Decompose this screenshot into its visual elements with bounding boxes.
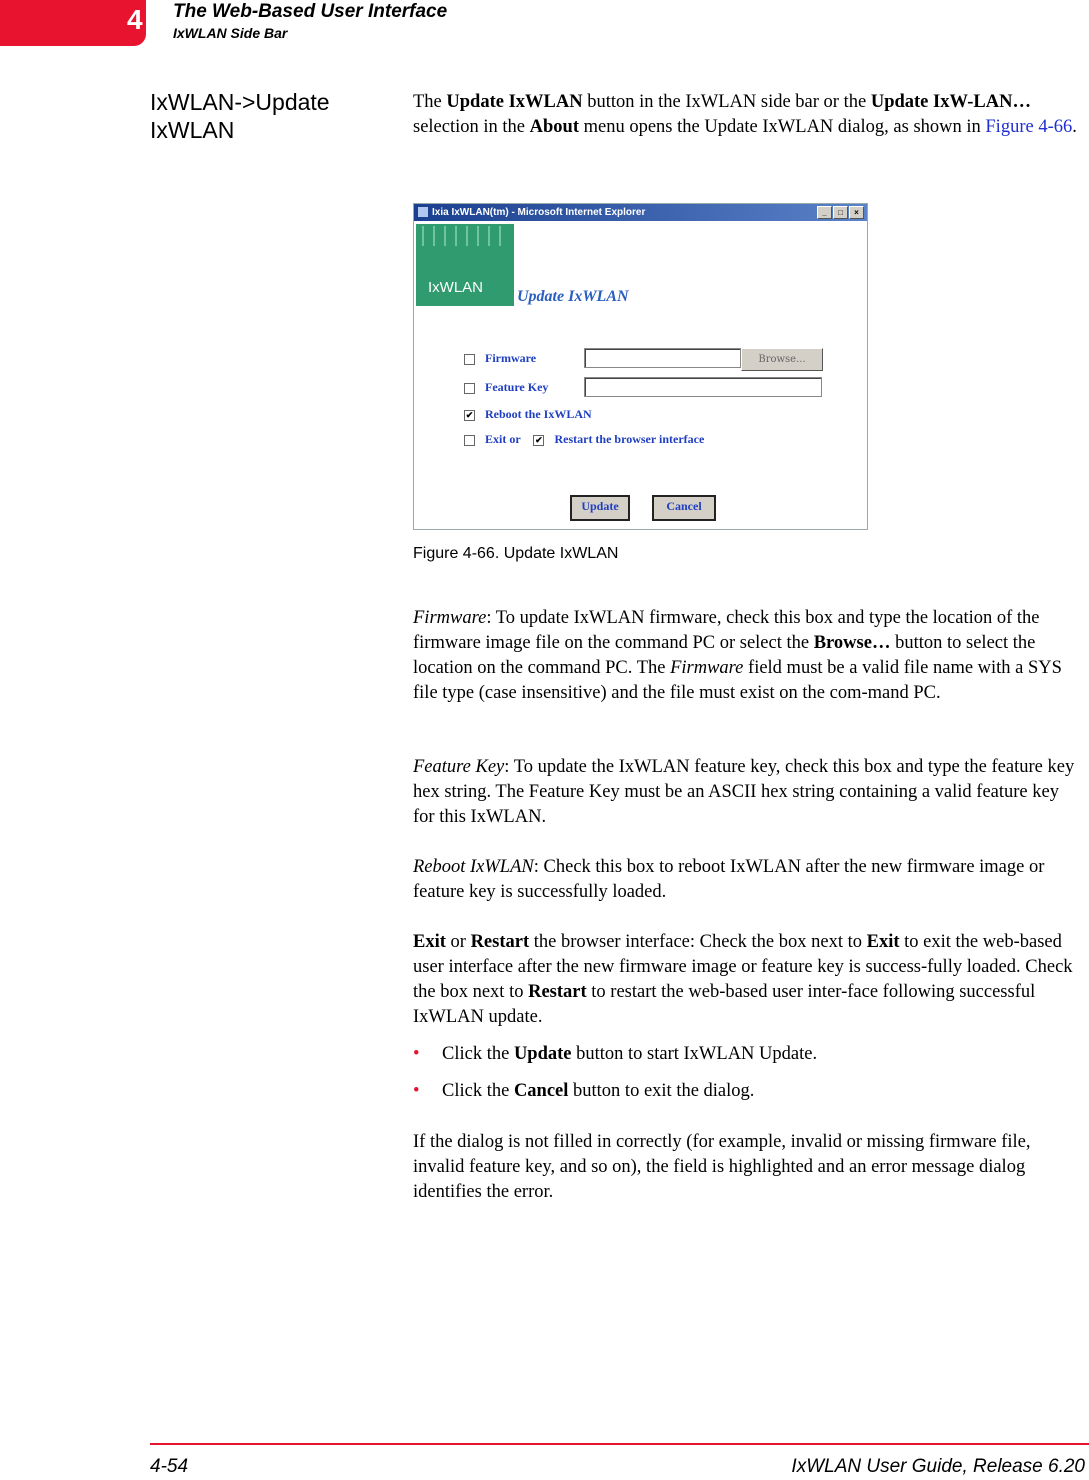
section-heading-line1: IxWLAN->Update [150, 89, 330, 115]
close-icon[interactable]: × [849, 206, 864, 219]
feature-key-paragraph: Feature Key: To update the IxWLAN feature key, check this box and type the feature key hex string. The Feature Key must be an ASCII hex string containing a valid feature key for this IxWLAN. [413, 757, 1075, 827]
maximize-icon[interactable]: □ [833, 206, 848, 219]
header-title: The Web-Based User Interface [173, 1, 448, 22]
intro-paragraph: The Update IxWLAN button in the IxWLAN side bar or the Update IxW-LAN… selection in the About menu opens the Update IxWLAN dialog, as shown in Figure 4-66. [413, 92, 1077, 137]
figure-link[interactable]: Figure 4-66 [985, 117, 1073, 137]
reboot-checkbox[interactable]: ✔ [465, 409, 474, 420]
firmware-checkbox[interactable] [464, 354, 475, 365]
browse-button[interactable]: Browse... [741, 348, 823, 371]
firmware-label: Firmware [485, 351, 537, 365]
ie-icon [418, 207, 428, 217]
section-heading-line2: IxWLAN [150, 117, 235, 143]
logo-bars [422, 226, 508, 246]
closing-paragraph: If the dialog is not filled in correctly (for example, invalid or missing firmware file, invalid feature key, and so on), the field is highlighted and an error message dialog identifies the error. [413, 1132, 1031, 1202]
header-subtitle: IxWLAN Side Bar [173, 25, 288, 41]
bullet-mark: • [413, 1044, 420, 1064]
minimize-icon[interactable]: _ [817, 206, 832, 219]
restart-checkbox[interactable]: ✔ [535, 434, 543, 445]
feature-key-checkbox[interactable] [464, 383, 475, 394]
dialog-title: Update IxWLAN [517, 288, 629, 305]
exit-restart-row [464, 432, 704, 447]
reboot-label: Reboot the IxWLAN [485, 407, 592, 421]
document-title: IxWLAN User Guide, Release 6.20 [791, 1456, 1085, 1477]
feature-key-input[interactable] [584, 377, 822, 397]
figure-caption: Figure 4-66. Update IxWLAN [413, 545, 619, 562]
firmware-input[interactable] [584, 348, 741, 368]
exit-label: Exit or [485, 432, 521, 446]
update-dialog-screenshot [413, 203, 868, 530]
section-heading [150, 88, 390, 144]
chapter-number: 4 [127, 4, 143, 35]
page-number: 4-54 [150, 1456, 189, 1477]
update-button[interactable]: Update [570, 495, 630, 521]
window-titlebar [414, 204, 867, 221]
ixwlan-logo [416, 224, 514, 306]
window-title: Ixia IxWLAN(tm) - Microsoft Internet Explorer [432, 207, 646, 218]
firmware-row [464, 351, 536, 366]
footer-rule [150, 1443, 1089, 1445]
reboot-row [464, 407, 592, 422]
reboot-paragraph: Reboot IxWLAN: Check this box to reboot IxWLAN after the new firmware image or feature key is successfully loaded. [413, 857, 1045, 902]
cancel-button[interactable]: Cancel [652, 495, 716, 521]
logo-text: IxWLAN [428, 279, 484, 296]
restart-label: Restart the browser interface [554, 432, 705, 446]
firmware-paragraph: Firmware: To update IxWLAN firmware, check this box and type the location of the firmware image file on the command PC or select the Browse… button to select the location on the command PC. The Firmware field must be a valid file name with a SYS file type (case insensitive) and the file must exist on the com-mand PC. [413, 608, 1062, 703]
feature-key-label: Feature Key [485, 380, 549, 394]
chapter-tab [0, 0, 146, 46]
feature-key-row [464, 380, 548, 395]
exit-restart-paragraph: Exit or Restart the browser interface: Check the box next to Exit to exit the web-based user interface after the new firmware image or feature key is success-fully loaded. Check the box next to Restart to restart the web-based user inter-face following successful IxWLAN update. [413, 932, 1073, 1027]
exit-checkbox[interactable] [464, 435, 475, 446]
bullet-mark: • [413, 1081, 420, 1101]
